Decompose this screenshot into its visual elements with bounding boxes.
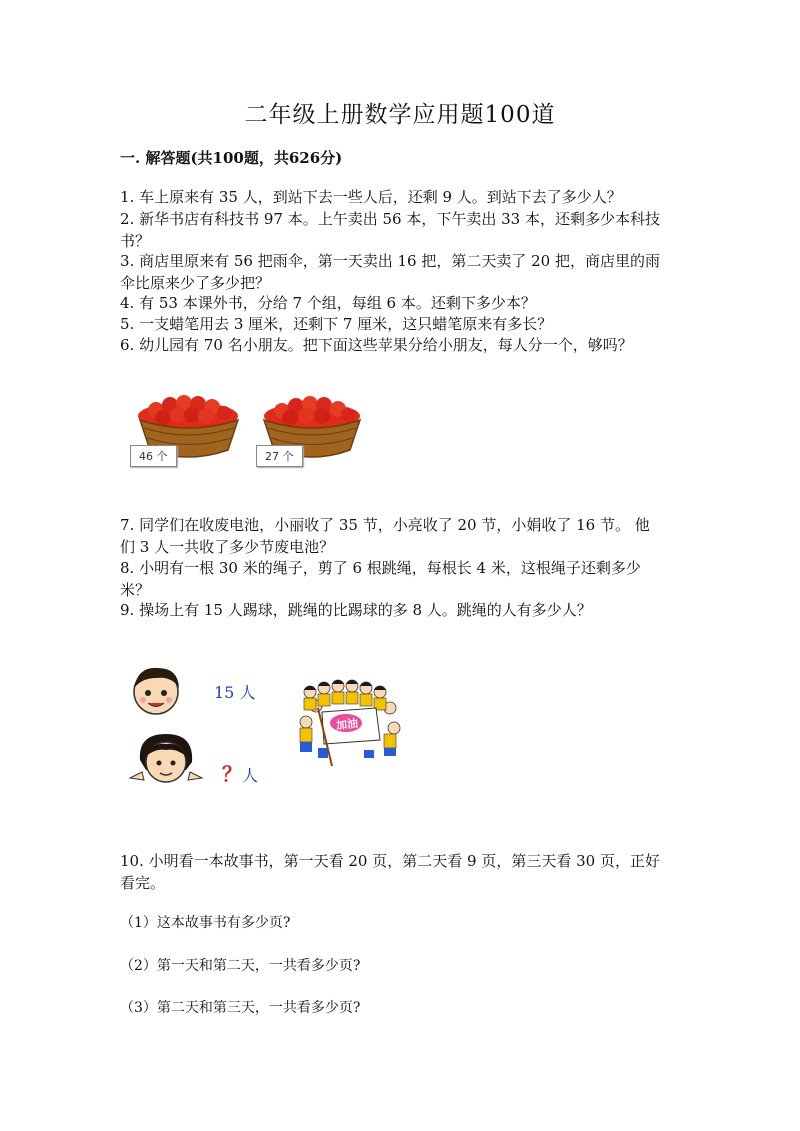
boy-face-illustration (126, 660, 186, 720)
section-heading: 一. 解答题(共100题，共626分) (120, 149, 343, 167)
banner-text: 加油 (335, 716, 359, 733)
question-6-text: 6. 幼儿园有 70 名小朋友。把下面这些苹果分给小朋友，每人分一个，够吗？ (120, 336, 633, 354)
question-2 (120, 208, 680, 252)
question-9 (120, 599, 680, 621)
question-1-text: 1. 车上原来有 35 人，到站下去一些人后，还剩 9 人。到站下去了多少人？ (120, 188, 622, 206)
question-7-text-line1: 7. 同学们在收废电池，小丽收了 35 节，小亮收了 20 节，小娟收了 16 节。 他 (120, 516, 650, 534)
girl-face-illustration (126, 730, 206, 790)
question-4-text: 4. 有 53 本课外书，分给 7 个组，每组 6 本。还剩下多少本？ (120, 294, 536, 312)
question-2-text-line1: 2. 新华书店有科技书 97 本。上午卖出 56 本，下午卖出 33 本，还剩多少本科技 (120, 210, 660, 228)
question-8 (120, 557, 680, 601)
question-10-text-line1: 10. 小明看一本故事书，第一天看 20 页，第二天看 9 页，第三天看 30 页，正好 (120, 852, 660, 870)
question-5 (120, 313, 680, 335)
question-8-text-line2: 米？ (120, 581, 151, 599)
question-9-text: 9. 操场上有 15 人踢球，跳绳的比踢球的多 8 人。跳绳的人有多少人？ (120, 601, 592, 619)
q9-figure (126, 660, 416, 790)
question-6 (120, 334, 680, 356)
q10-subquestion-2: （2）第一天和第二天，一共看多少页? (120, 958, 361, 974)
basket-1-label: 46 个 (130, 445, 177, 467)
question-3-text-line2: 伞比原来少了多少把？ (120, 274, 271, 292)
boy-count: 15 人 (214, 683, 256, 702)
girl-count-unit: 人 (242, 766, 259, 785)
question-10-text-line2: 看完。 (120, 874, 166, 892)
question-4 (120, 292, 680, 314)
q10-subquestion-1: （1）这本故事书有多少页? (120, 915, 291, 931)
basket-2-label: 27 个 (256, 445, 303, 467)
question-10 (120, 850, 680, 894)
girl-count (222, 758, 258, 787)
apple-baskets-figure (128, 388, 378, 473)
question-2-text-line2: 书？ (120, 232, 151, 250)
question-3-text-line1: 3. 商店里原来有 56 把雨伞，第一天卖出 16 把，第二天卖了 20 把，商店里的雨 (120, 252, 660, 270)
question-5-text: 5. 一支蜡笔用去 3 厘米，还剩下 7 厘米，这只蜡笔原来有多长？ (120, 315, 553, 333)
question-3 (120, 250, 680, 294)
page-title: 二年级上册数学应用题100道 (244, 102, 556, 128)
question-7 (120, 514, 680, 558)
q10-subquestion-3: （3）第二天和第三天，一共看多少页? (120, 1000, 361, 1016)
question-1 (120, 186, 680, 208)
question-mark: ？ (222, 762, 242, 786)
question-8-text-line1: 8. 小明有一根 30 米的绳子，剪了 6 根跳绳，每根长 4 米，这根绳子还剩多少 (120, 559, 641, 577)
question-7-text-line2: 们 3 人一共收了多少节废电池？ (120, 538, 335, 556)
